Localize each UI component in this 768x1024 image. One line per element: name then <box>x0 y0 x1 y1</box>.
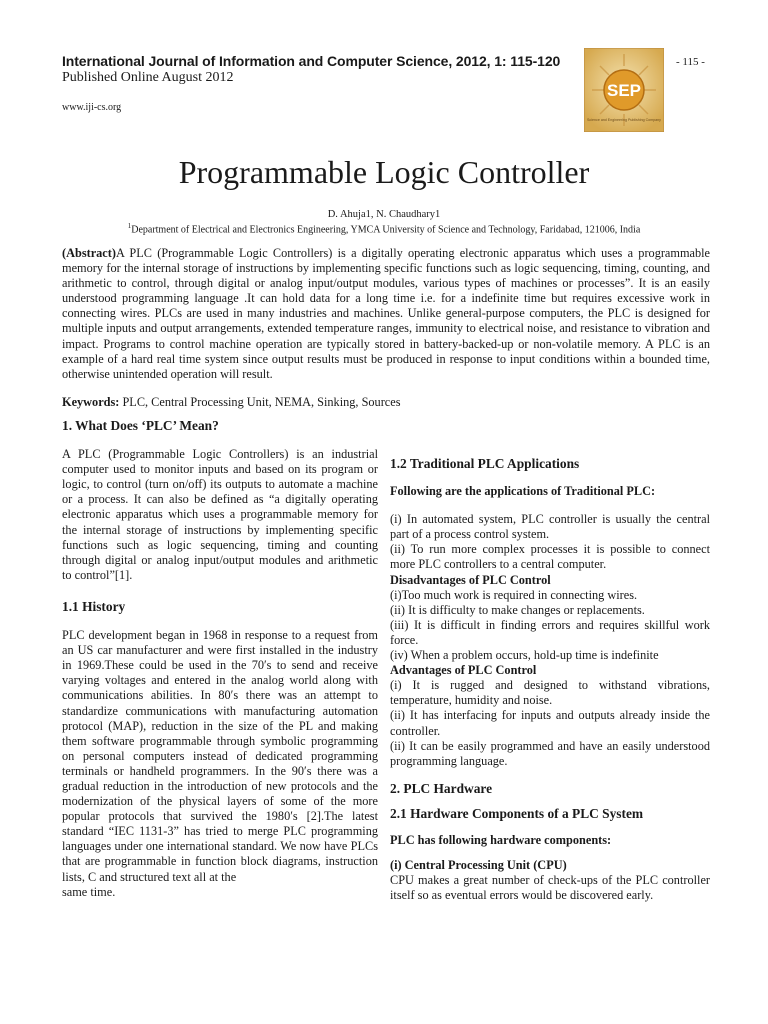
page-number: - 115 - <box>676 56 705 68</box>
disadvantage-1: (i)Too much work is required in connecting wires. <box>390 587 638 602</box>
logo-subtext: Science and Engineering Publishing Company <box>587 118 661 122</box>
section-1-heading: 1. What Does ‘PLC’ Mean? <box>62 418 219 433</box>
section-1-1-tail: same time. <box>62 884 116 899</box>
published-date: Published Online August 2012 <box>62 70 234 85</box>
advantage-1: (i) It is rugged and designed to withstand vibrations, temperature, humidity and noise. <box>390 678 710 708</box>
cpu-heading: (i) Central Processing Unit (CPU) <box>390 858 567 873</box>
affiliation-superscript: 1 <box>127 222 132 230</box>
section-1-2-intro: Following are the applications of Traditional PLC: <box>390 484 656 499</box>
section-2-1-intro: PLC has following hardware components: <box>390 832 612 847</box>
section-1-1-heading: 1.1 History <box>62 598 126 614</box>
advantages-heading: Advantages of PLC Control <box>390 663 537 678</box>
section-1-text: A PLC (Programmable Logic Controllers) is an industrial computer used to monitor inputs and based on its program or logic, to control (turn on/off) its outputs to automate a machine or a process. It can also be defined as “a digitally operating electronic apparatus which uses a programmable memory for the internal storage of instructions by implementing specific functions such as logic sequencing, timing and counting through digital or analog input/output modules and arithmetic to control”[1]. <box>62 447 378 582</box>
section-2-heading: 2. PLC Hardware <box>390 780 493 796</box>
keywords-text: PLC, Central Processing Unit, NEMA, Sinking, Sources <box>119 395 401 409</box>
abstract-text: A PLC (Programmable Logic Controllers) is a digitally operating electronic apparatus which uses a programmable memory for the internal storage of instructions by implementing specific functions such as logic sequencing, timing, counting, and arithmetic to control, through digital or analog input/output modules, various types of machines or processes”. It is an easily understood programming language .It can hold data for a long time i.e. for a indefinite time but requires excessive work in connecting wires. PLCs are used in many industries and machines. Unlike general-purpose computers, the PLC is designed for multiple inputs and output arrangements, extended temperature ranges, immunity to electrical noise, and resistance to vibration and impact. Programs to control machine operation are typically stored in battery-backed-up or non-volatile memory. A PLC is an example of a hard real time system since output results must be produced in response to input conditions within a bounded time, otherwise unintended operation will result. <box>62 246 710 381</box>
section-2-1-heading: 2.1 Hardware Components of a PLC System <box>390 805 644 821</box>
logo-text: SEP <box>606 81 642 100</box>
journal-website: www.iji-cs.org <box>62 102 122 113</box>
disadvantage-2: (ii) It is difficulty to make changes or replacements. <box>390 602 645 617</box>
advantage-2: (ii) It has interfacing for inputs and outputs already inside the controller. <box>390 708 710 738</box>
paper-title: Programmable Logic Controller <box>178 154 590 190</box>
cpu-text: CPU makes a great number of check-ups of the PLC controller itself so as eventual errors would be discovered early. <box>390 873 710 903</box>
section-1-2-heading: 1.2 Traditional PLC Applications <box>390 456 580 471</box>
left-column <box>62 418 378 900</box>
publisher-logo <box>584 48 664 132</box>
section-1-1-text: PLC development began in 1968 in response to a request from an US car manufacturer and were first installed in the industry in 1969.These could be used in the 70′s to send and receive varying voltages and entered in the analog world along with communications abilities. In 80′s there was an attempt to standardize communications with manufacturing automation protocol (MAP), reduction in the size of the PL and making them software programmable through symbolic programming on personal computers instead of dedicated programming terminals or handheld programmers. In the 90′s there was a gradual reduction in the introduction of new protocols and the modernization of the physical layers of some of the more popular protocols that survived the 1980′s [2].The latest standard “IEC 1131-3” has tried to merge PLC programming languages under one international standard. We now have PLCs that are programmable in function block diagrams, instruction lists, C and structured text all at the <box>62 628 378 884</box>
disadvantage-3: (iii) It is difficult in finding errors and requires skillful work force. <box>390 617 710 647</box>
abstract-label: (Abstract) <box>62 246 116 260</box>
disadvantages-heading: Disadvantages of PLC Control <box>390 572 551 587</box>
keywords <box>62 395 710 410</box>
section-1-2-point-1: (i) In automated system, PLC controller is usually the central part of a process control system. <box>390 512 710 542</box>
authors: D. Ahuja1, N. Chaudhary1 <box>327 209 441 220</box>
right-column <box>390 456 710 903</box>
affiliation-text: Department of Electrical and Electronics Engineering, YMCA University of Science and Technology, Faridabad, 121006, India <box>131 224 641 236</box>
abstract <box>62 246 710 382</box>
keywords-label: Keywords: <box>62 395 120 409</box>
affiliation <box>0 222 768 235</box>
journal-citation: International Journal of Information and Computer Science, 2012, 1: 115-120 <box>62 53 561 69</box>
section-1-2-point-2: (ii) To run more complex processes it is possible to connect more PLC controllers to a central computer. <box>390 542 710 572</box>
disadvantage-4: (iv) When a problem occurs, hold-up time is indefinite <box>390 648 659 663</box>
advantage-3: (ii) It can be easily programmed and have an easily understood programming language. <box>390 738 710 768</box>
